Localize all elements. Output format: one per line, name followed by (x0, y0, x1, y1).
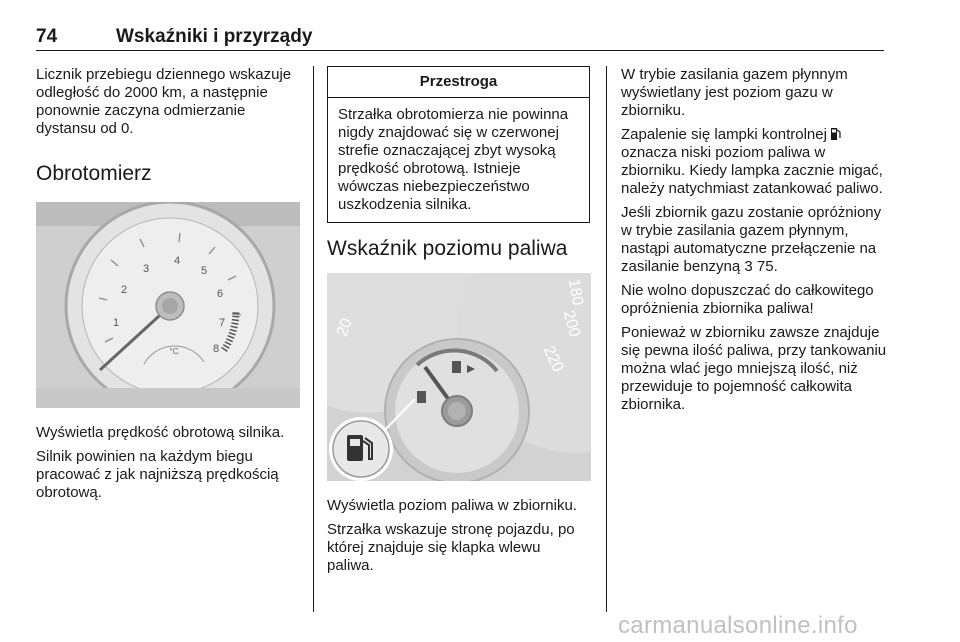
caution-box (327, 66, 590, 223)
tacho-tick-5: 5 (200, 265, 208, 277)
section-heading-tachometer: Obrotomierz (36, 162, 152, 185)
caution-title: Przestroga (328, 67, 589, 98)
page-reference-link[interactable]: 3 75. (744, 258, 778, 275)
caution-body: Strzałka obrotomierza nie powinna nigdy znajdować się w czerwonej strefie oznaczającej zbyt wysoką prędkość obrotową. Istnieje wówczas niebezpieczeństwo uszkodzenia silnika. (338, 106, 569, 213)
fuel-gauge-description: Wyświetla poziom paliwa w zbiorniku. (327, 497, 577, 514)
section-heading-fuel-gauge: Wskaźnik poziomu paliwa (327, 237, 568, 260)
speed-label-220: 220 (539, 343, 567, 375)
tank-capacity-paragraph: Ponieważ w zbiorniku zawsze znajduje się pewna ilość paliwa, przy tankowaniu można wlać jego mniejszą ilość, niż przewiduje to pojemność całkowita zbiornika. (621, 324, 887, 413)
fuel-flap-description: Strzałka wskazuje stronę pojazdu, po której znajduje się klapka wlewu paliwa. (327, 521, 575, 574)
lpg-empty-paragraph (621, 204, 887, 276)
watermark: carmanualsonline.info (618, 612, 858, 639)
tacho-tick-1: 1 (112, 317, 120, 329)
fuel-warning-icon (831, 127, 841, 140)
column-middle (327, 66, 591, 581)
tacho-tick-8: 8 (212, 343, 220, 355)
low-fuel-warning-paragraph (621, 126, 887, 198)
tachometer-advice: Silnik powinien na każdym biegu pracować z jak najniższą prędkością obrotową. (36, 448, 279, 501)
tacho-tick-6: 6 (216, 288, 224, 300)
page-header (36, 26, 884, 51)
tacho-tick-3: 3 (142, 263, 150, 275)
column-divider-1 (313, 66, 314, 612)
tacho-temp-label: °C (169, 347, 179, 356)
empty-tank-warning: Nie wolno dopuszczać do całkowitego opróżnienia zbiornika paliwa! (621, 282, 874, 317)
low-fuel-text-end: oznacza niski poziom paliwa w zbiorniku. Kiedy lampka zacznie migać, należy natychmiast zatankować paliwo. (621, 144, 883, 197)
page-number: 74 (36, 26, 58, 47)
chapter-title: Wskaźniki i przyrządy (116, 26, 313, 47)
column-left (36, 66, 300, 508)
tachometer-illustration (36, 202, 300, 408)
lpg-empty-text: Jeśli zbiornik gazu zostanie opróżniony w trybie zasilania gazem płynnym, nastąpi automatyczne przełączenie na zasilanie benzyną (621, 204, 882, 275)
low-fuel-text-start: Zapalenie się lampki kontrolnej (621, 126, 832, 143)
fuel-gauge-illustration (327, 273, 591, 481)
speed-label-180: 180 (564, 277, 587, 307)
lpg-level-paragraph: W trybie zasilania gazem płynnym wyświetlany jest poziom gazu w zbiorniku. (621, 66, 848, 119)
tacho-tick-7: 7 (218, 317, 226, 329)
odometer-paragraph: Licznik przebiegu dziennego wskazuje odległość do 2000 km, a następnie ponownie zaczyna odmierzanie dystansu od 0. (36, 66, 292, 137)
speed-label-200: 200 (559, 308, 584, 339)
column-right (621, 66, 887, 420)
speed-label-20: 20 (333, 316, 356, 339)
tacho-tick-4: 4 (173, 255, 181, 267)
column-divider-2 (606, 66, 607, 612)
tacho-tick-2: 2 (120, 284, 128, 296)
tachometer-description: Wyświetla prędkość obrotową silnika. (36, 424, 285, 441)
